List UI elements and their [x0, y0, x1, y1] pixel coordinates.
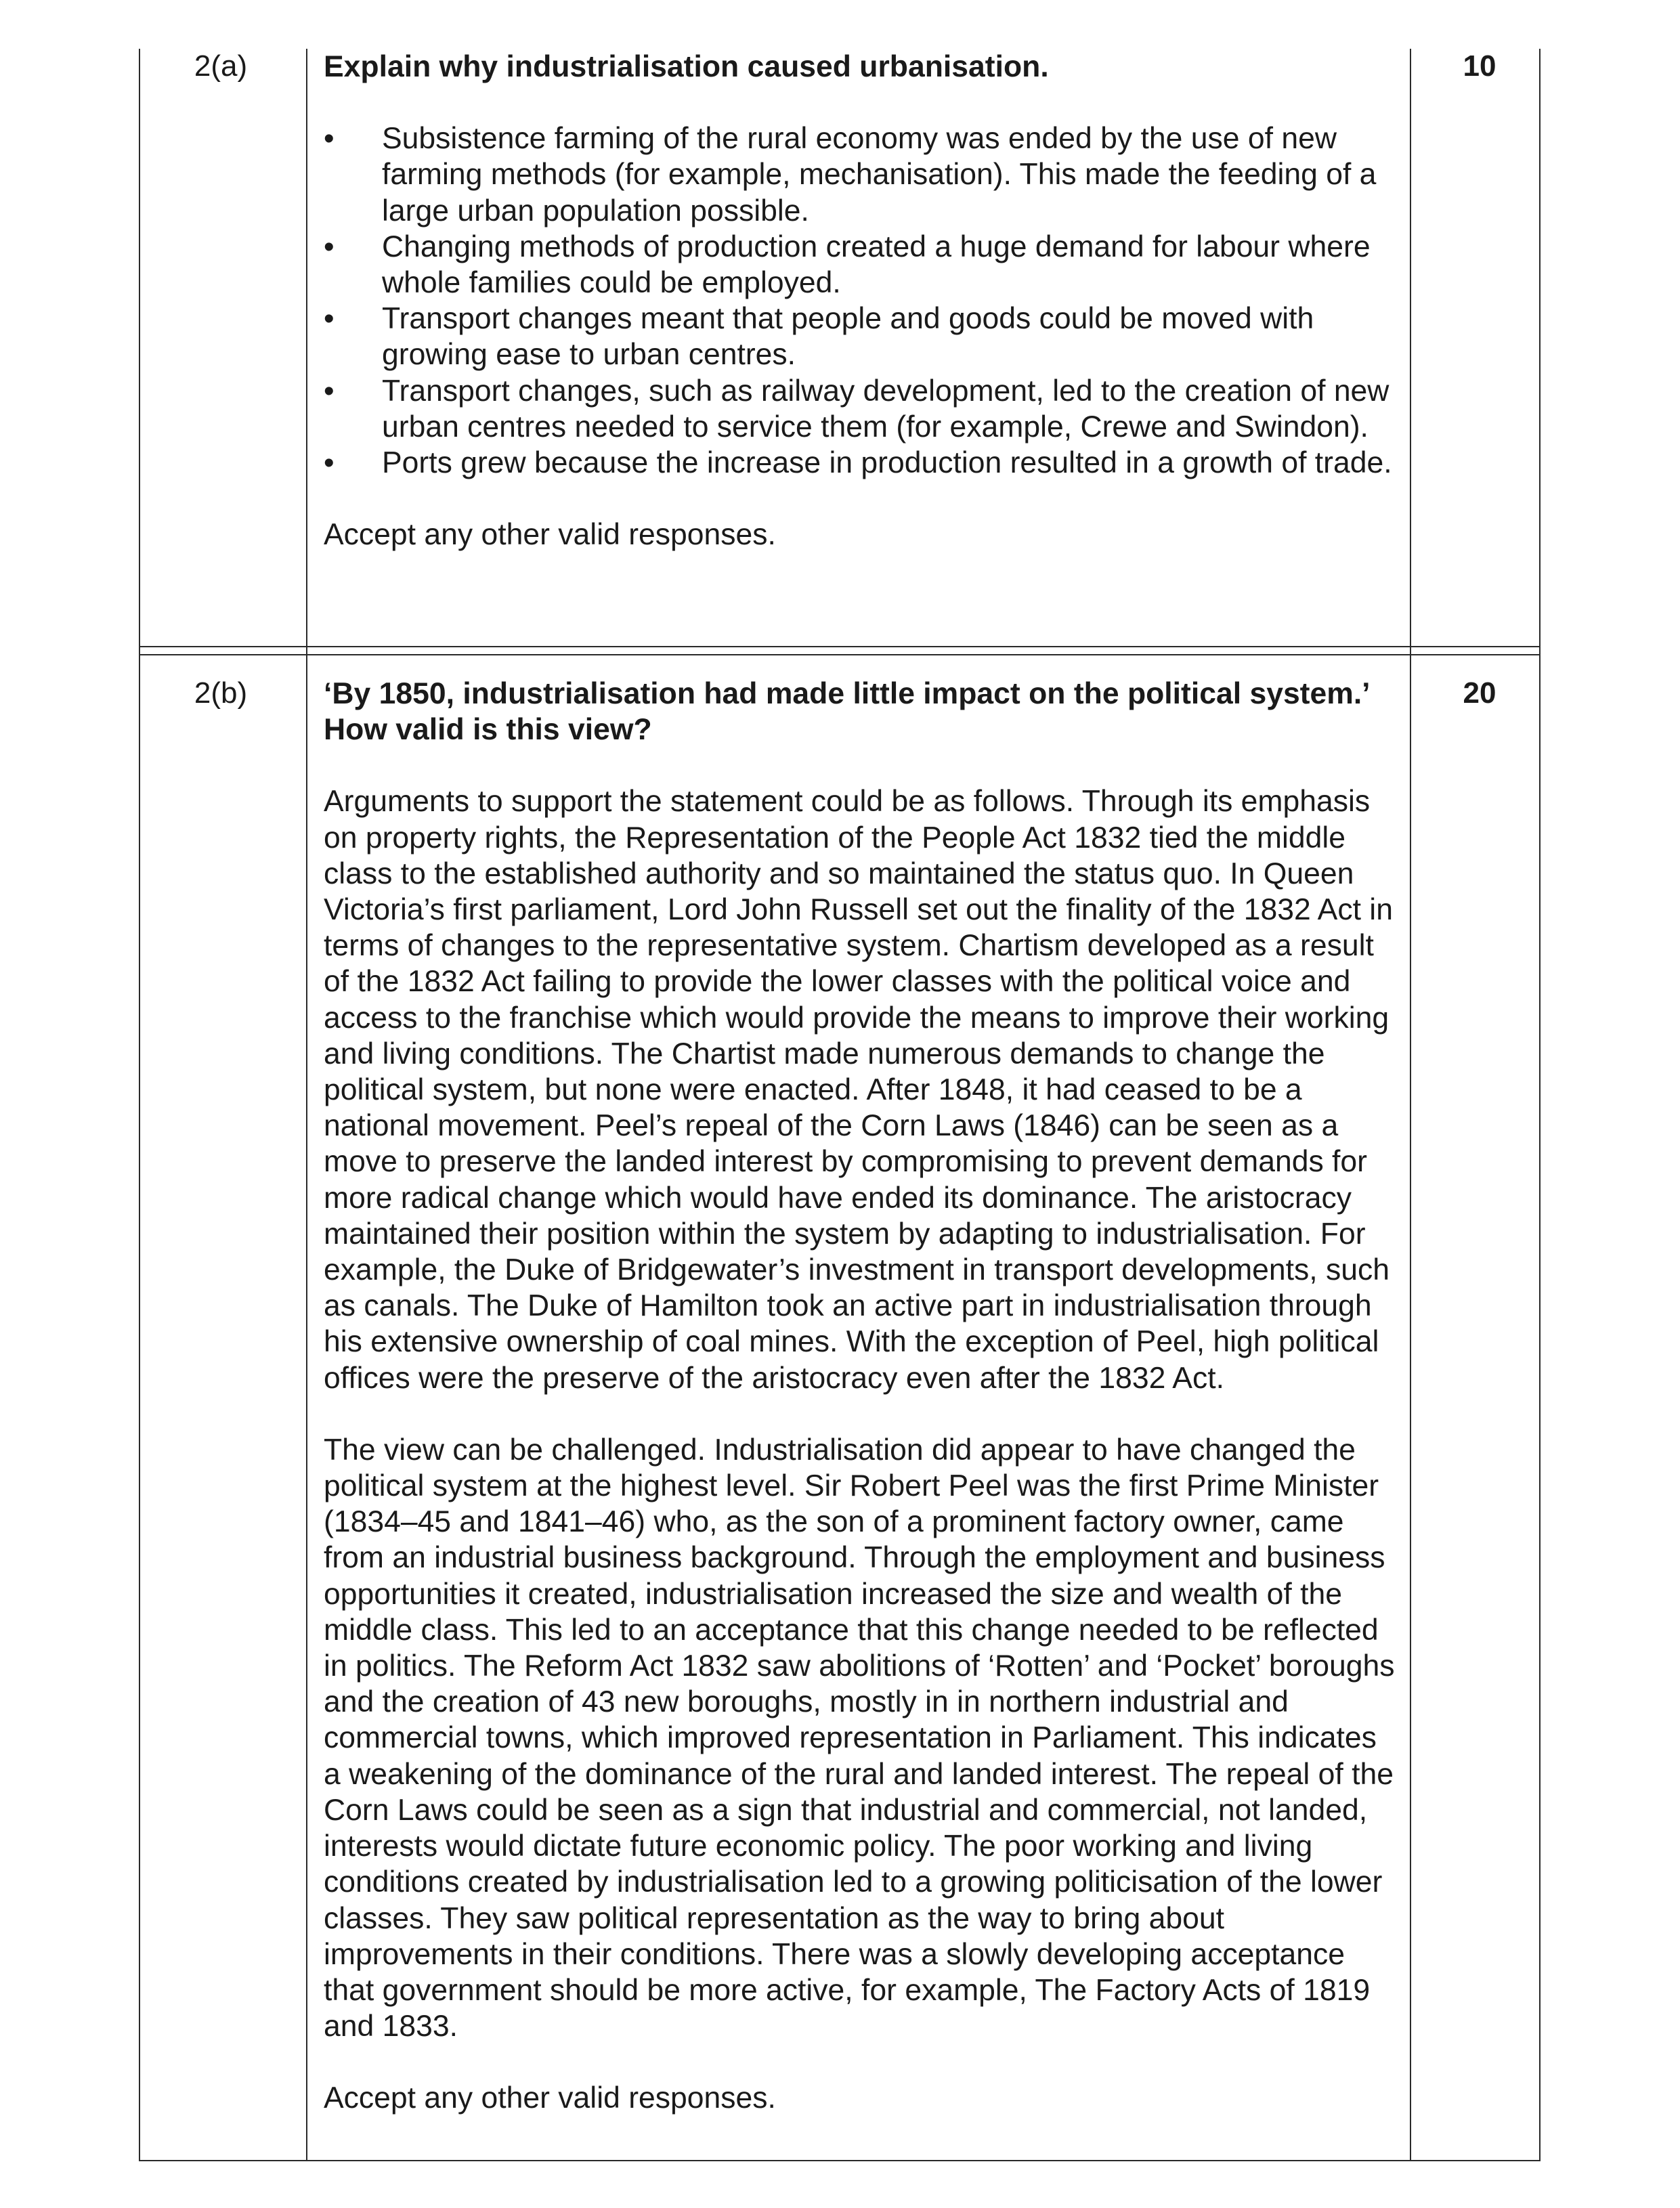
bullet-icon: •: [324, 446, 335, 480]
answer-cell: [324, 676, 1400, 2117]
list-item: [324, 121, 1400, 229]
bullet-icon: •: [324, 230, 335, 263]
accept-note: Accept any other valid responses.: [324, 518, 776, 552]
list-item: [324, 229, 1400, 301]
table-right-border: [1539, 49, 1541, 2161]
accept-note: Accept any other valid responses.: [324, 2081, 776, 2115]
list-item-text: Transport changes meant that people and goods could be moved with growing ease to urban centres.: [382, 302, 1314, 372]
table-column-divider-right: [1410, 49, 1411, 2161]
answer-paragraph: The view can be challenged. Industrialisation did appear to have changed the political system at the highest level. Sir Robert Peel was the first Prime Minister (1834–45 and 1841–46) who, as the son of a prominent factory owner, came from an industrial business background. Through the employment and business opportunities it created, industrialisation increased the size and wealth of the middle class. This led to an acceptance that this change needed to be reflected in politics. The Reform Act 1832 saw abolitions of ‘Rotten’ and ‘Pocket’ boroughs and the creation of 43 new boroughs, mostly in in northern industrial and commercial towns, which improved representation in Parliament. This indicates a weakening of the dominance of the rural and landed interest. The repeal of the Corn Laws could be seen as a sign that industrial and commercial, not landed, interests would dictate future economic policy. The poor working and living conditions created by industrialisation led to a growing politicisation of the lower classes. They saw political representation as the way to bring about improvements in their conditions. There was a slowly developing acceptance that government should be more active, for example, The Factory Acts of 1819 and 1833.: [324, 1433, 1395, 2043]
list-item-text: Subsistence farming of the rural economy was ended by the use of new farming methods (for example, mechanisation). This made the feeding of a large urban population possible.: [382, 122, 1377, 228]
bullet-icon: •: [324, 374, 335, 408]
question-heading: ‘By 1850, industrialisation had made little impact on the political system.’ How valid is this view?: [324, 677, 1369, 747]
table-bottom-border: [139, 2160, 1541, 2161]
row-separator-top: [139, 646, 1541, 647]
question-number: 2(a): [194, 49, 248, 83]
list-item-text: Changing methods of production created a huge demand for labour where whole families could be employed.: [382, 230, 1371, 300]
list-item: [324, 445, 1400, 481]
list-item: [324, 301, 1400, 372]
question-marks: 10: [1463, 49, 1496, 83]
list-item-text: Transport changes, such as railway development, led to the creation of new urban centres needed to service them (for example, Crewe and Swindon).: [382, 374, 1390, 443]
answer-paragraph: Arguments to support the statement could be as follows. Through its emphasis on property rights, the Representation of the People Act 1832 tied the middle class to the established authority and so maintained the status quo. In Queen Victoria’s first parliament, Lord John Russell set out the finality of the 1832 Act in terms of changes to the representative system. Chartism developed as a result of the 1832 Act failing to provide the lower classes with the political voice and access to the franchise which would provide the means to improve their working and living conditions. The Chartist made numerous demands to change the political system, but none were enacted. After 1848, it had ceased to be a national movement. Peel’s repeal of the Corn Laws (1846) can be seen as a move to preserve the landed interest by compromising to prevent demands for more radical change which would have ended its dominance. The aristocracy maintained their position within the system by adapting to industrialisation. For example, the Duke of Bridgewater’s investment in transport developments, such as canals. The Duke of Hamilton took an active part in industrialisation through his extensive ownership of coal mines. With the exception of Peel, high political offices were the preserve of the aristocracy even after the 1832 Act.: [324, 785, 1393, 1395]
answer-cell: [324, 49, 1400, 553]
list-item-text: Ports grew because the increase in production resulted in a growth of trade.: [382, 446, 1392, 480]
bullet-list: [324, 121, 1400, 481]
table-left-border: [139, 49, 140, 2161]
question-number: 2(b): [194, 676, 248, 710]
bullet-icon: •: [324, 122, 335, 156]
list-item: [324, 373, 1400, 445]
bullet-icon: •: [324, 302, 335, 336]
question-marks: 20: [1463, 676, 1496, 710]
question-heading: Explain why industrialisation caused urbanisation.: [324, 50, 1049, 83]
row-separator-bottom: [139, 654, 1541, 655]
table-column-divider-left: [306, 49, 307, 2161]
